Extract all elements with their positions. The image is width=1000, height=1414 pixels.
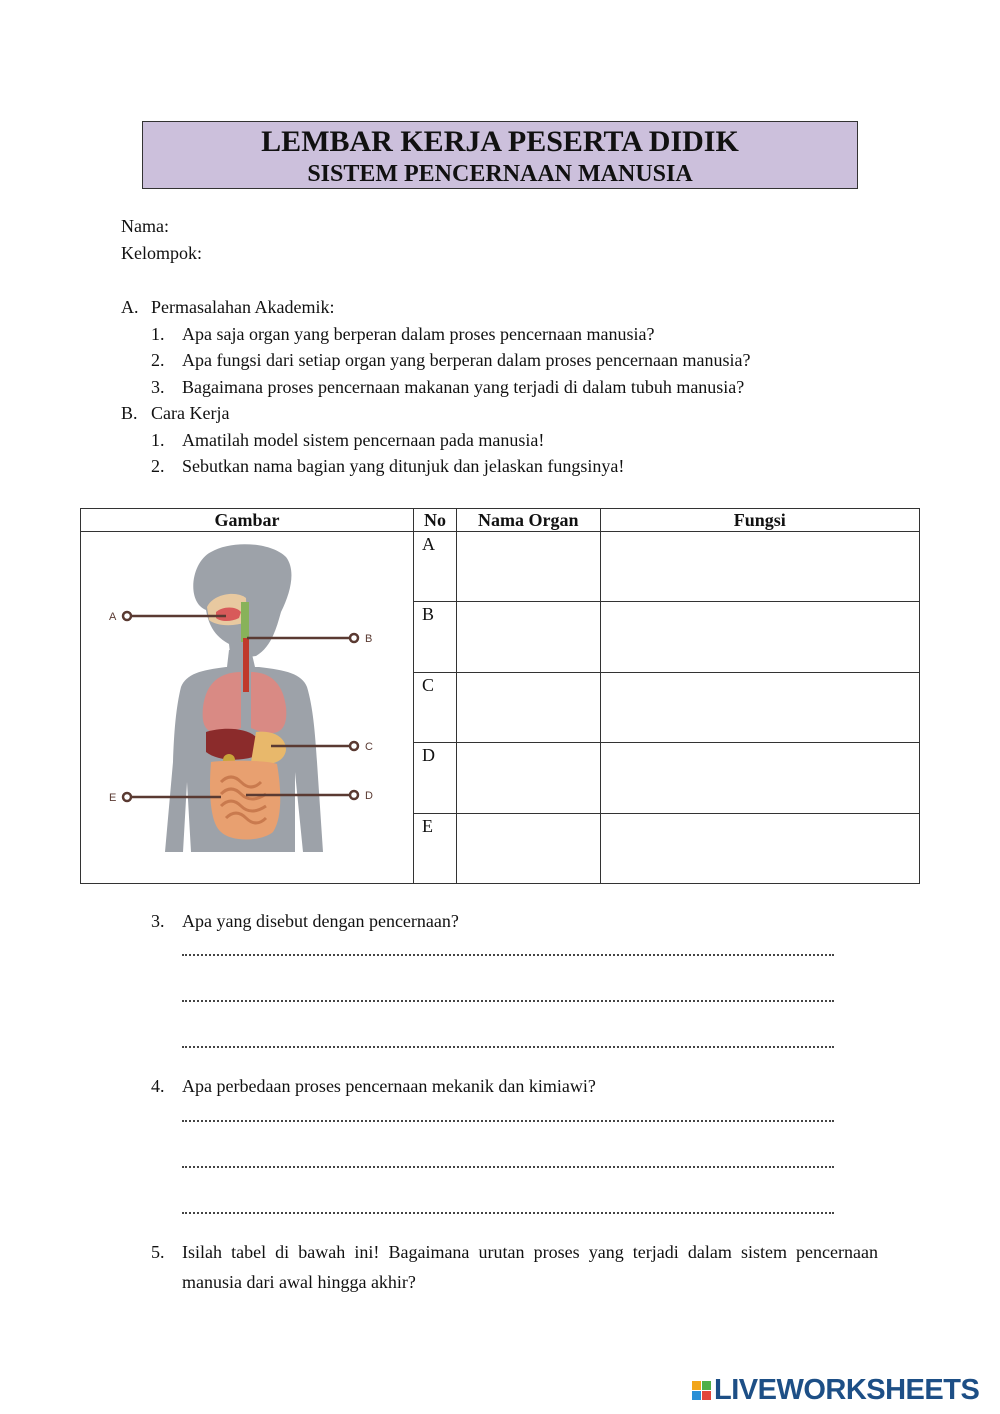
fungsi-input[interactable] [600,743,920,813]
page-subtitle: SISTEM PENCERNAAN MANUSIA [307,161,693,187]
section-a-item-text: Bagaimana proses pencernaan makanan yang terjadi di dalam tubuh manusia? [182,377,745,397]
esophagus [243,638,249,692]
answer-line[interactable] [182,1036,834,1048]
question-number: 3. [151,911,165,931]
nama-organ-input[interactable] [456,743,600,813]
question-number: 4. [151,1076,165,1096]
logo-tile [692,1381,701,1390]
section-a-item-number: 2. [151,350,165,370]
diagram-label-d: D [365,790,373,802]
fungsi-input[interactable] [600,813,920,883]
page-title: LEMBAR KERJA PESERTA DIDIK [261,125,739,158]
diagram-label-b: B [365,633,373,645]
nama-organ-input[interactable] [456,532,600,602]
diagram-label-e: E [109,792,117,804]
logo-tile [702,1391,711,1400]
section-a-title: Permasalahan Akademik: [151,297,335,317]
logo-tile [692,1391,701,1400]
question-text: Apa yang disebut dengan pencernaan? [182,911,459,931]
title-box [142,121,858,189]
table-row [81,532,920,602]
section-b-title: Cara Kerja [151,403,230,423]
section-a-marker: A. [121,297,139,317]
header-fungsi: Fungsi [600,509,920,532]
section-b-item-text: Sebutkan nama bagian yang ditunjuk dan jelaskan fungsinya! [182,456,625,476]
section-b-item-number: 1. [151,430,165,450]
question-text: Apa perbedaan proses pencernaan mekanik dan kimiawi? [182,1076,596,1096]
section-a-item-number: 3. [151,377,165,397]
section-a-item-text: Apa saja organ yang berperan dalam proses pencernaan manusia? [182,324,655,344]
liveworksheets-logo [692,1375,979,1405]
nama-organ-input[interactable] [456,672,600,742]
fungsi-input[interactable] [600,672,920,742]
diagram-label-a: A [109,611,117,623]
answer-line[interactable] [182,1156,834,1168]
question-text: Isilah tabel di bawah ini! Bagaimana urutan proses yang terjadi dalam sistem pencernaan manusia dari awal hingga akhir? [182,1242,878,1292]
row-label: B [414,602,457,672]
diagram-cell [81,532,414,884]
nama-organ-input[interactable] [456,813,600,883]
header-no: No [414,509,457,532]
row-label: D [414,743,457,813]
organ-table [80,508,920,884]
section-b-item-text: Amatilah model sistem pencernaan pada manusia! [182,430,545,450]
header-nama-organ: Nama Organ [456,509,600,532]
answer-line[interactable] [182,990,834,1002]
fungsi-input[interactable] [600,602,920,672]
section-a-item-number: 1. [151,324,165,344]
digestive-system-diagram [81,532,413,878]
answer-line[interactable] [182,944,834,956]
answer-line[interactable] [182,1202,834,1214]
diagram-label-c: C [365,741,373,753]
answer-line[interactable] [182,1110,834,1122]
logo-text: LIVEWORKSHEETS [714,1373,980,1406]
nama-label: Nama: [121,216,169,236]
nama-organ-input[interactable] [456,602,600,672]
question-number: 5. [151,1242,165,1262]
row-label: E [414,813,457,883]
section-b-marker: B. [121,403,138,423]
kelompok-label: Kelompok: [121,243,202,263]
row-label: A [414,532,457,602]
table-header-row [81,509,920,532]
fungsi-input[interactable] [600,532,920,602]
logo-tile [702,1381,711,1390]
section-b-item-number: 2. [151,456,165,476]
section-a-item-text: Apa fungsi dari setiap organ yang berperan dalam proses pencernaan manusia? [182,350,751,370]
intestines [210,761,280,840]
header-gambar: Gambar [81,509,414,532]
row-label: C [414,672,457,742]
logo-mark-icon [692,1381,711,1400]
